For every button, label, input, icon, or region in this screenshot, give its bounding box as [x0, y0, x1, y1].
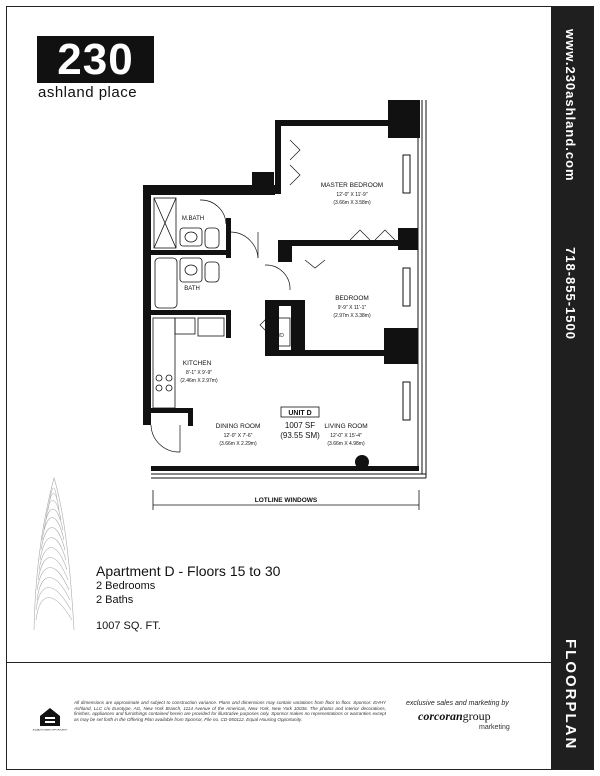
floorplan: [125, 95, 435, 515]
logo-subtitle: ashland place: [38, 84, 138, 101]
room-dim-dining-room: 12'-0" X 7'-6": [223, 433, 253, 439]
column: [355, 455, 369, 469]
room-name-master-bedroom: MASTER BEDROOM: [320, 182, 384, 189]
mbath-label: M.BATH: [181, 216, 205, 222]
brand-name-b: group: [462, 709, 491, 723]
bath-label: BATH: [184, 286, 200, 292]
room-dim2-master-bedroom: (3.66m X 3.58m): [333, 200, 371, 206]
room-name-kitchen: KITCHEN: [182, 360, 212, 367]
room-dim-kitchen: 8'-1" X 9'-9": [185, 370, 213, 376]
unit-sf: 1007 SF: [284, 421, 316, 430]
corcoran-logo: [418, 709, 491, 724]
room-dim-living-room: 12'-0" X 15'-4": [330, 433, 362, 439]
unit-block: [280, 407, 320, 440]
wd-label: W/D: [274, 333, 284, 339]
logo: 230: [37, 36, 154, 83]
room-dim-bedroom: 9'-9" X 11'-1": [337, 305, 367, 311]
brand-sub: marketing: [479, 724, 510, 731]
building-illustration: [30, 470, 78, 635]
apartment-title: Apartment D - Floors 15 to 30: [96, 563, 281, 579]
phone-number[interactable]: 718-855-1500: [563, 247, 578, 340]
room-dim-master-bedroom: 12'-0" X 11'-9": [336, 192, 368, 198]
section-label: FLOORPLAN: [562, 639, 579, 751]
room-dim2-dining-room: (3.66m X 2.29m): [219, 441, 257, 447]
lotline-label: LOTLINE WINDOWS: [254, 497, 318, 504]
room-name-living-room: LIVING ROOM: [324, 423, 368, 430]
room-name-bedroom: BEDROOM: [335, 295, 369, 302]
unit-sm: (93.55 SM): [280, 431, 320, 440]
legal-disclaimer: All dimensions are approximate and subject to construction variance. Plans and dimensions may contain variations from floor to floor. Sponsor: EHHY Ashland, LLC c/o Eurotype, AG, New York Branch, 1114 Avenue of the Americas, New York, New York 10036. The photos and interior decorations, finishes, appliances and furnishings contained herein are provided for illustrative purposes only. Sponsor makes no representations or warranties except as may be set forth in the Offering Plan available from Sponsor, File no. CD-050112. Equal Housing Opportunity.: [74, 700, 386, 722]
unit-label: UNIT D: [288, 410, 312, 417]
room-name-dining-room: DINING ROOM: [215, 423, 261, 430]
marketing-intro: exclusive sales and marketing by: [406, 700, 509, 707]
brand-name-a: corcoran: [418, 709, 463, 723]
equal-housing-icon: [32, 706, 68, 732]
sidebar: [551, 7, 593, 769]
footer-divider: [7, 662, 551, 663]
room-dim2-bedroom: (2.97m X 3.38m): [333, 313, 371, 319]
room-dim2-kitchen: (2.46m X 2.97m): [180, 378, 218, 384]
baths-count: 2 Baths: [96, 594, 134, 606]
room-dim2-living-room: (3.66m X 4.98m): [327, 441, 365, 447]
bedrooms-count: 2 Bedrooms: [96, 580, 156, 592]
eho-text: EQUAL HOUSING OPPORTUNITY: [32, 729, 68, 732]
room-labels: [180, 182, 383, 504]
square-footage: 1007 SQ. FT.: [96, 620, 161, 632]
website-link[interactable]: www.230ashland.com: [563, 29, 578, 182]
